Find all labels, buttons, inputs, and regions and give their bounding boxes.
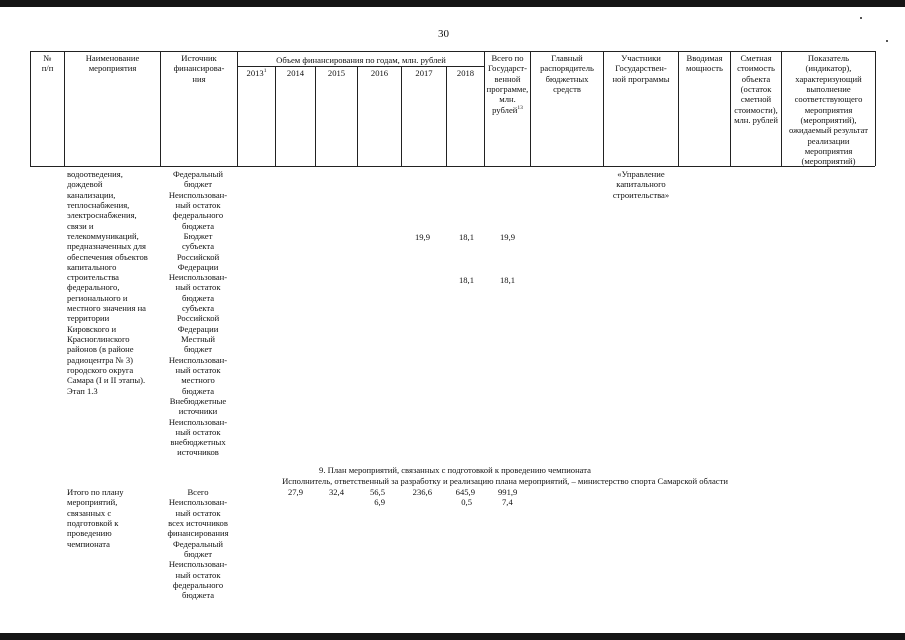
header-name: Наименование мероприятия (85, 53, 140, 74)
unused-total: 7,4 (502, 497, 513, 507)
program-participant: «Управление капитального строительства» (612, 169, 670, 200)
header-manager: Главный распорядитель бюджетных средств (540, 53, 594, 94)
header-participants: Участники Государствен- ной программы (612, 53, 670, 84)
header-indicator: Показатель (индикатор), характеризующий выполнение соответствующего мероприятия (мероприятий), ожидаемый результат реализации мероприятия (мероприятий) (788, 53, 869, 167)
page-number: 30 (438, 28, 449, 40)
subject-unused-total: 18,1 (500, 275, 516, 285)
total-2018: 645,9 (455, 487, 475, 497)
top-scan-border (0, 0, 905, 7)
header-year-2015: 2015 (327, 68, 346, 78)
header-year-2013: 2013$^1$ (246, 68, 267, 78)
bottom-scan-border (0, 633, 905, 640)
subject-budget-2018: 18,1 (458, 232, 474, 242)
subject-budget-total: 19,9 (500, 232, 516, 242)
unused-2018: 0,5 (461, 497, 472, 507)
scan-speck (860, 17, 862, 19)
header-capacity: Вводимая мощность (686, 53, 723, 74)
plan-total-name: Итого по плану мероприятий, связанных с подготовкой к проведению чемпионата (67, 487, 124, 549)
header-num: № п/п (41, 53, 54, 74)
header-estimate: Сметная стоимость объекта (остаток сметной стоимости), млн. рублей (734, 53, 778, 125)
header-year-2016: 2016 (370, 68, 389, 78)
section-executor: Исполнитель, ответственный за разработку и реализацию плана мероприятий, – министерство спорта Самарской области (282, 476, 728, 486)
subject-budget-2017: 19,9 (414, 232, 430, 242)
measure-name: водоотведения, дождевой канализации, теплоснабжения, электроснабжения, связи и телекоммуникаций, предназначенных для обеспечения объектов капитального строительства федерального, регионального и местного значения на территории Кировского и Красноглинского районов (в районе радиоцентра № 3) городского округа Самара (I и II этапы). Этап 1.3 (67, 169, 148, 396)
plan-finance-sources: Всего Неиспользован- ный остаток всех источников финансирования Федеральный бюджет Неиспользован- ный остаток федерального бюджета (167, 487, 229, 601)
section-title: 9. План мероприятий, связанных с подготовкой к проведению чемпионата (319, 465, 591, 475)
total-all: 991,9 (498, 487, 518, 497)
header-year-2018: 2018 (456, 68, 475, 78)
header-total: Всего по Государст- венной программе, млн. рублей$^{13}$ (486, 53, 529, 115)
header-year-2014: 2014 (286, 68, 305, 78)
total-2015: 32,4 (328, 487, 344, 497)
finance-sources: Федеральный бюджет Неиспользован- ный остаток федерального бюджета Бюджет субъекта Российской Федерации Неиспользован- ный остаток бюджета субъекта Российской Федерации Местный бюджет Неиспользован- ный остаток местного бюджета Внебюджетные источники Неиспользован- ный остаток внебюджетных источников (168, 169, 228, 458)
header-year-2017: 2017 (415, 68, 433, 78)
total-2014: 27,9 (287, 487, 303, 497)
scan-speck (886, 40, 888, 42)
header-source: Источник финансирова- ния (173, 53, 225, 84)
header-volume: Объем финансирования по годам, млн. рублей (276, 55, 446, 65)
subject-unused-2018: 18,1 (458, 275, 474, 285)
total-2017: 236,6 (412, 487, 432, 497)
unused-2016: 6,9 (374, 497, 385, 507)
total-2016: 56,5 (369, 487, 385, 497)
